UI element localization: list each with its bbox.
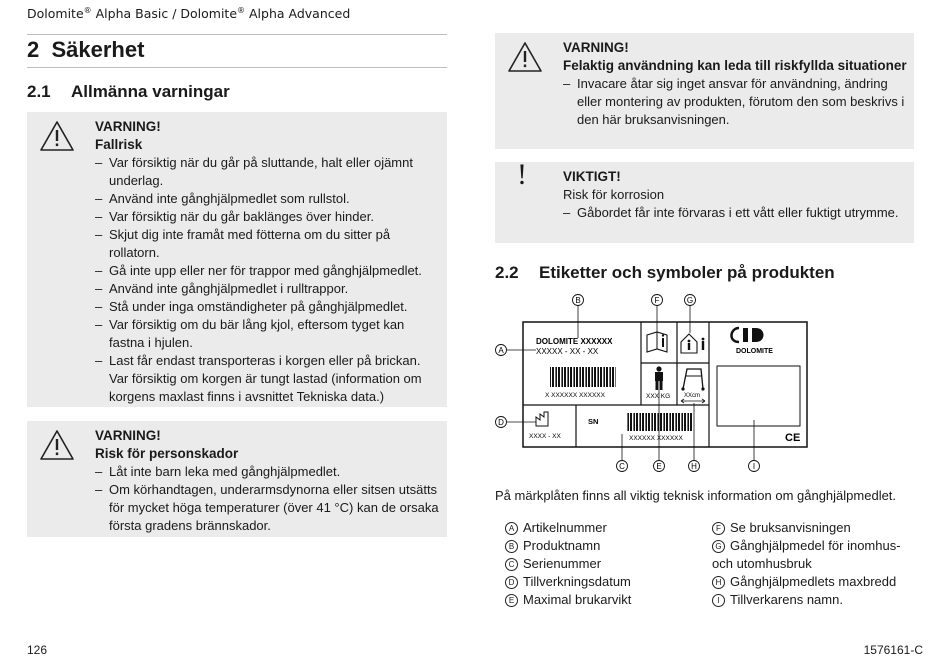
callout-c: C	[619, 462, 625, 471]
legend-text: Gånghjälpmedel för inomhus- och utomhusbruk	[712, 538, 901, 571]
warning-list	[563, 75, 908, 129]
header-product-1: Alpha Basic /	[91, 6, 181, 22]
ce-mark: CE	[785, 432, 801, 444]
legend-key: D	[505, 576, 518, 589]
chapter-heading	[27, 34, 447, 68]
chapter-number: 2	[27, 37, 40, 62]
manufacturer-address-box	[717, 366, 800, 426]
legend-key: F	[712, 522, 725, 535]
legend-key: C	[505, 558, 518, 571]
section-number: 2.2	[495, 263, 519, 282]
legend-text: Produktnamn	[523, 538, 601, 553]
section-title: Allmänna varningar	[71, 82, 230, 101]
plate-weight-text: XXX KG	[646, 393, 671, 400]
legend-key: I	[712, 594, 725, 607]
callout-f: F	[654, 296, 660, 305]
warning-label: VARNING!	[95, 119, 161, 134]
legend-text: Maximal brukarvikt	[523, 592, 632, 607]
warning-label: VARNING!	[95, 428, 161, 443]
legend-item	[712, 591, 917, 609]
legend-key: B	[505, 540, 518, 553]
list-item: – Last får endast transporteras i korgen eller på brickan. Var försiktig om korgen är tungt lastad (information om korgens maxlast finns i avsnittet Tekniska data.)	[95, 352, 441, 406]
important-subtitle: Risk för korrosion	[563, 187, 665, 202]
exclamation-icon: !	[517, 158, 527, 191]
list-item: – Stå under inga omständigheter på gånghjälpmedlet.	[95, 298, 441, 316]
section-number: 2.1	[27, 82, 51, 101]
legend-text: Gånghjälpmedlets maxbredd	[730, 574, 897, 589]
legend-item	[712, 573, 917, 591]
warning-triangle-icon	[39, 429, 75, 466]
list-item: – Var försiktig om du bär lång kjol, eftersom tyget kan fastna i hjulen.	[95, 316, 441, 352]
document-number: 1576161-C	[863, 643, 923, 657]
list-item: – Använd inte gånghjälpmedlet som rullstol.	[95, 190, 441, 208]
list-item: – Om körhandtagen, underarmsdynorna eller sitsen utsätts för mycket höga temperaturer (över 41 °C) kan de orsaka första gradens brännskador.	[95, 481, 441, 535]
legend-text: Tillverkarens namn.	[730, 592, 843, 607]
legend-key: A	[505, 522, 518, 535]
page-number: 126	[27, 643, 48, 657]
plate-number-text: XXXXX - XX - XX	[536, 347, 599, 356]
legend-item	[505, 591, 695, 609]
header-product-2: Alpha Advanced	[245, 6, 351, 22]
important-label: VIKTIGT!	[563, 169, 621, 184]
running-header	[27, 6, 350, 21]
legend-left	[505, 519, 695, 609]
legend-key: E	[505, 594, 518, 607]
warning-subtitle: Risk för personskador	[95, 446, 239, 461]
callout-h: H	[691, 462, 697, 471]
plate-barcode1-text: X XXXXXX XXXXXX	[545, 392, 605, 399]
list-item: – Använd inte gånghjälpmedlet i rulltrappor.	[95, 280, 441, 298]
warning-triangle-icon	[39, 120, 75, 157]
list-item: – Skjut dig inte framåt med fötterna om du sitter på rollatorn.	[95, 226, 441, 262]
callout-g: G	[686, 296, 694, 305]
warning-label: VARNING!	[563, 40, 629, 55]
legend-item	[505, 573, 695, 591]
list-item: – Var försiktig när du går baklänges över hinder.	[95, 208, 441, 226]
warning-list	[95, 463, 441, 535]
legend-item	[505, 555, 695, 573]
chapter-title: Säkerhet	[51, 37, 145, 62]
barcode-icon	[550, 367, 616, 387]
important-box	[495, 158, 914, 243]
list-item: – Låt inte barn leka med gånghjälpmedlet.	[95, 463, 441, 481]
header-brand-2: Dolomite	[180, 6, 238, 22]
registered-mark: ®	[83, 6, 92, 15]
callout-i: I	[752, 462, 756, 471]
important-list	[563, 204, 908, 222]
plate-sn-text: SN	[588, 417, 599, 426]
legend-key: H	[712, 576, 725, 589]
list-item: – Var försiktig när du går på sluttande, halt eller ojämnt underlag.	[95, 154, 441, 190]
section-heading-labels	[495, 263, 835, 283]
label-plate-description: På märkplåten finns all viktig teknisk information om gånghjälpmedlet.	[495, 488, 897, 503]
plate-barcode2-text: XXXXXX XXXXXX	[629, 435, 683, 442]
legend-text: Se bruksanvisningen	[730, 520, 851, 535]
section-heading-general	[27, 82, 230, 102]
logo-text: DOLOMITE	[736, 348, 773, 355]
legend-text: Serienummer	[523, 556, 602, 571]
legend-item	[505, 537, 695, 555]
label-plate-diagram	[490, 290, 820, 480]
list-item: – Gå inte upp eller ner för trappor med gånghjälpmedlet.	[95, 262, 441, 280]
warning-box-fall	[27, 112, 447, 407]
legend-key: G	[712, 540, 725, 553]
list-item: – Gåbordet får inte förvaras i ett vått eller fuktigt utrymme.	[563, 204, 908, 222]
plate-date-text: XXXX - XX	[529, 433, 561, 440]
warning-box-misuse	[495, 33, 914, 149]
callout-d: D	[498, 418, 504, 427]
legend-text: Artikelnummer	[523, 520, 607, 535]
callout-a: A	[498, 346, 504, 355]
list-item: – Invacare åtar sig inget ansvar för användning, ändring eller montering av produkten, förutom den som beskrivs i den här bruksanvisningen.	[563, 75, 908, 129]
warning-triangle-icon	[507, 41, 543, 78]
plate-brand-text: DOLOMITE XXXXXX	[536, 337, 613, 346]
warning-list	[95, 154, 441, 406]
legend-item	[712, 537, 917, 573]
warning-box-injury	[27, 421, 447, 537]
legend-item	[712, 519, 917, 537]
legend-text: Tillverkningsdatum	[523, 574, 631, 589]
header-brand-1: Dolomite	[27, 6, 84, 22]
legend-right	[712, 519, 917, 609]
registered-mark: ®	[237, 6, 246, 15]
callout-b: B	[575, 296, 581, 305]
warning-subtitle: Felaktig användning kan leda till riskfyllda situationer	[563, 58, 907, 73]
callout-e: E	[656, 462, 662, 471]
plate-width-text: XXcm	[684, 393, 701, 399]
legend-item	[505, 519, 695, 537]
section-title: Etiketter och symboler på produkten	[539, 263, 835, 282]
warning-subtitle: Fallrisk	[95, 137, 143, 152]
